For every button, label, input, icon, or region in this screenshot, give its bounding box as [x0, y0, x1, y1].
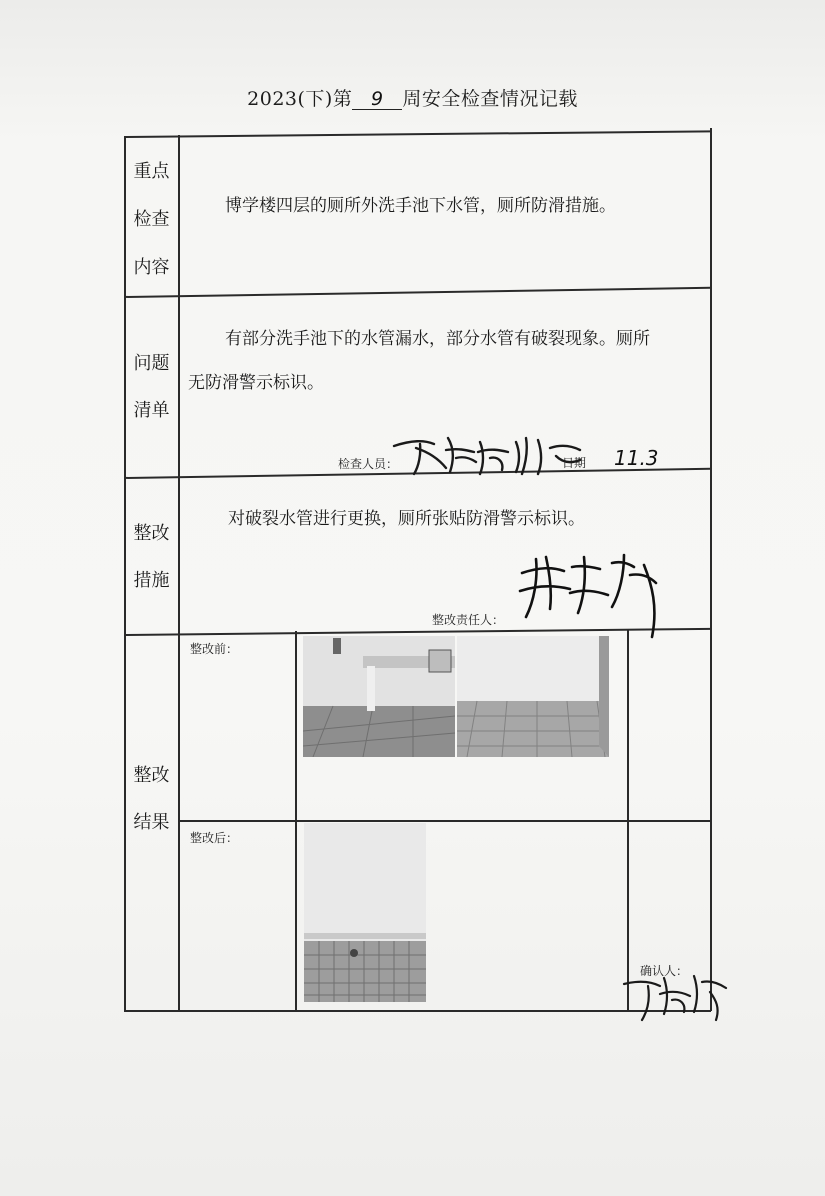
after-label: 整改后：	[190, 831, 239, 845]
date-label: 日期	[562, 456, 587, 470]
issues-label	[124, 340, 179, 434]
rectification-content: 对破裂水管进行更换，厕所张贴防滑警示标识。	[228, 509, 585, 529]
label-line: 结果	[133, 812, 170, 833]
result-label	[124, 752, 179, 846]
date-value: 11.3	[614, 446, 659, 470]
photo-column-left	[295, 631, 297, 1011]
after-photo-floor	[304, 823, 426, 1002]
row-divider-1	[124, 287, 711, 298]
page-title	[0, 84, 825, 111]
before-photo-floor	[457, 636, 609, 757]
inspector-signature	[390, 428, 590, 478]
label-line: 问题	[133, 353, 170, 374]
label-line: 整改	[133, 765, 170, 786]
rectification-label	[124, 510, 179, 604]
week-number: 9	[352, 89, 402, 110]
issues-content-line2: 无防滑警示标识。	[188, 373, 324, 393]
label-line: 措施	[133, 570, 170, 591]
label-line: 清单	[133, 400, 170, 421]
table-border-right	[710, 128, 712, 1011]
label-line: 重点	[133, 161, 170, 182]
label-line: 整改	[133, 523, 170, 544]
confirm-signature	[620, 966, 735, 1026]
issues-content-line1: 有部分洗手池下的水管漏水，部分水管有破裂现象。厕所	[225, 329, 650, 349]
key-check-content: 博学楼四层的厕所外洗手池下水管，厕所防滑措施。	[225, 196, 616, 216]
label-line: 检查	[133, 209, 170, 230]
confirm-label: 确认人：	[640, 964, 689, 978]
inspector-label: 检查人员：	[338, 457, 399, 471]
responsible-label: 整改责任人：	[432, 613, 505, 627]
responsible-signature	[512, 545, 672, 645]
before-photo-sink-area	[303, 636, 455, 757]
before-label: 整改前：	[190, 642, 239, 656]
title-suffix: 周安全检查情况记载	[402, 88, 578, 110]
table-border-top	[124, 130, 711, 137]
photo-column-right	[627, 629, 629, 1011]
label-line: 内容	[133, 257, 170, 278]
key-check-label	[124, 148, 179, 292]
title-prefix: 2023(下)第	[247, 88, 353, 110]
result-divider	[180, 820, 711, 822]
